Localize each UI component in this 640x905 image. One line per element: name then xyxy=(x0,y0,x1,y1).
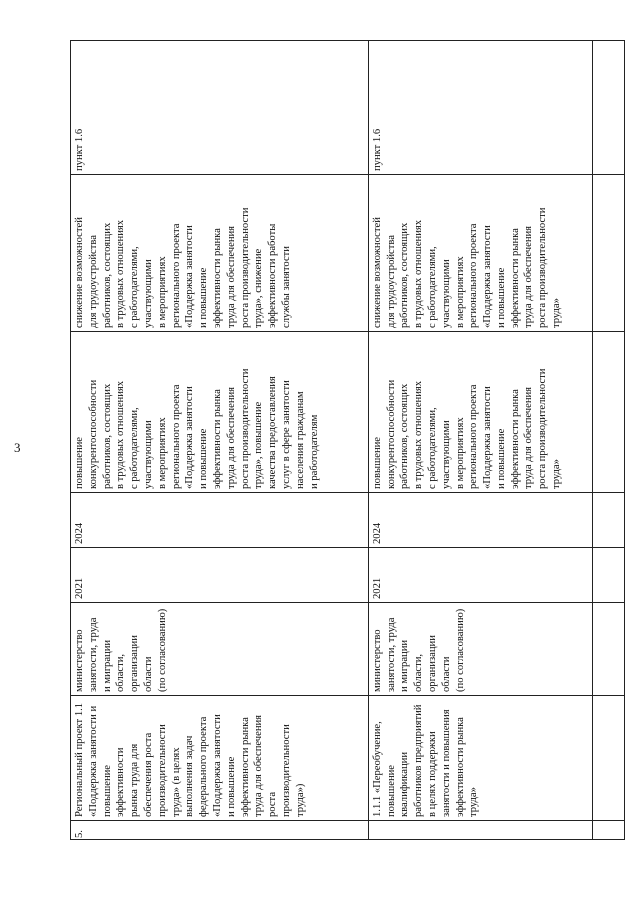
empty-cell xyxy=(593,603,625,696)
measure-name-cell xyxy=(368,696,593,821)
consequence-cell xyxy=(71,175,369,332)
measure-name-cell xyxy=(71,696,369,821)
start-year: 2021 xyxy=(371,577,383,599)
row-number-cell xyxy=(71,821,369,840)
indicator-link-cell xyxy=(368,41,593,175)
table-row xyxy=(71,41,369,840)
consequence: снижение возможностей для трудоустройства работников, состоящих в трудовых отношениях с работодателями, участвующими в мероприятиях регионального проекта «Поддержка занятости и повышение эффективности рынка труда для обеспечения роста производительности труда» xyxy=(371,207,563,328)
measure-name: 1.1.1 «Переобучение, повышение квалификации работников предприятий в целях поддержки занятости и повышения эффективности рынка труда» xyxy=(371,704,480,817)
empty-cell xyxy=(593,175,625,332)
end-year-cell xyxy=(368,493,593,548)
row-number: 5. xyxy=(74,830,85,838)
start-year: 2021 xyxy=(74,577,85,599)
indicator-link: пункт 1.6 xyxy=(74,128,85,171)
empty-cell xyxy=(593,821,625,840)
table-row xyxy=(593,41,625,840)
executor: министерство занятости, труда и миграции области, организации области (по согласованию) xyxy=(74,608,168,692)
start-year-cell xyxy=(368,548,593,603)
empty-cell xyxy=(593,332,625,493)
empty-cell xyxy=(593,696,625,821)
executor: министерство занятости, труда и миграции области, организации области (по согласованию) xyxy=(371,608,466,692)
table-row xyxy=(368,41,593,840)
expected-result-cell xyxy=(368,332,593,493)
row-number-cell xyxy=(368,821,593,840)
empty-cell xyxy=(593,548,625,603)
expected-result: повышение конкурентоспособности работников, состоящих в трудовых отношениях с работодателями, участвующими в мероприятиях регионального проекта «Поддержка занятости и повышение эффективности рынка труда для обеспечения роста производительности труда» xyxy=(371,368,563,489)
measures-table xyxy=(70,40,625,840)
page-number: 3 xyxy=(14,440,21,455)
executor-cell xyxy=(71,603,369,696)
measure-name: Региональный проект 1.1 «Поддержка занятости и повышение эффективности рынка труда для обеспечения роста производительности труда» (в целях выполнения задач федерального проекта «Поддержка занятости и повышение эффективности рынка труда для обеспечения роста производительности труда») xyxy=(74,702,306,817)
rotated-table-container xyxy=(70,40,625,840)
indicator-link-cell xyxy=(71,41,369,175)
executor-cell xyxy=(368,603,593,696)
empty-cell xyxy=(593,41,625,175)
expected-result: повышение конкурентоспособности работников, состоящих в трудовых отношениях с работодателями, участвующими в мероприятиях регионального проекта «Поддержка занятости и повышение эффективности рынка труда для обеспечения роста производительности труда», повышение качества предоставления услуг в сфере занятости населения гражданам и работодателям xyxy=(74,368,320,489)
consequence: снижение возможностей для трудоустройства работников, состоящих в трудовых отношениях с работодателями, участвующими в мероприятиях регионального проекта «Поддержка занятости и повышение эффективности рынка труда для обеспечения роста производительности труда», снижение эффективности работы службы занятости xyxy=(74,207,292,328)
consequence-cell xyxy=(368,175,593,332)
indicator-link: пункт 1.6 xyxy=(371,128,383,171)
expected-result-cell xyxy=(71,332,369,493)
start-year-cell xyxy=(71,548,369,603)
empty-cell xyxy=(593,493,625,548)
end-year: 2024 xyxy=(74,522,85,544)
end-year-cell xyxy=(71,493,369,548)
end-year: 2024 xyxy=(371,522,383,544)
